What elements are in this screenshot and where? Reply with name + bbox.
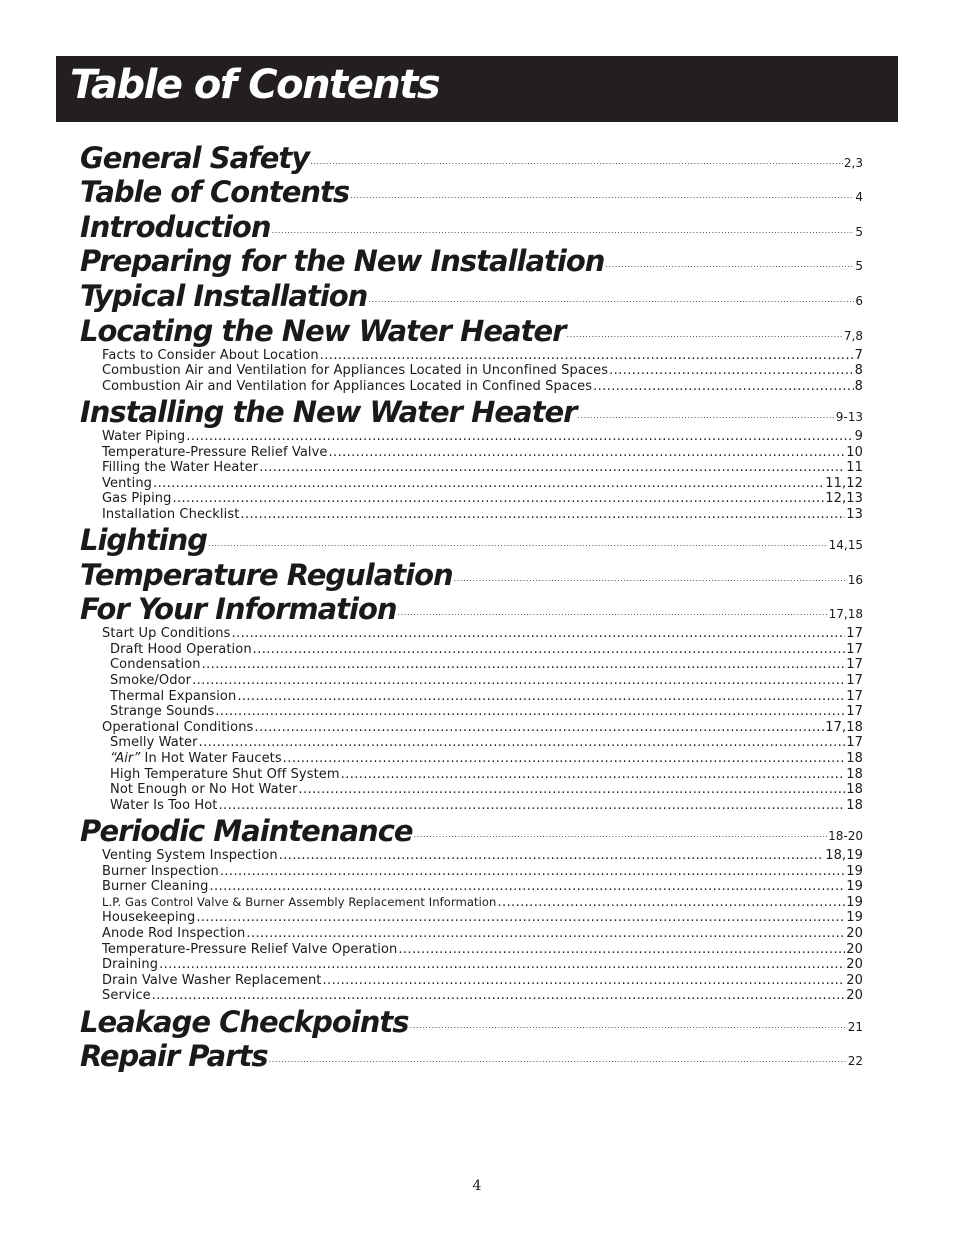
toc-entry-locating[interactable]	[80, 313, 863, 348]
toc-entry-table-of-contents[interactable]	[80, 175, 863, 210]
dot-leader	[240, 507, 845, 523]
toc-page: 7	[854, 347, 863, 363]
toc-subtitle: High Temperature Shut Off System	[110, 766, 340, 782]
toc-subtitle-emphasis: “Air”	[110, 751, 141, 767]
toc-subentry[interactable]	[80, 476, 863, 492]
dot-leader	[186, 429, 853, 445]
toc-page: 20	[846, 972, 863, 988]
dot-leader	[209, 879, 845, 895]
toc-subtitle: Strange Sounds	[110, 704, 215, 720]
dot-leader	[253, 642, 846, 658]
toc-subentry[interactable]	[80, 751, 863, 767]
toc-page: 20	[846, 925, 863, 941]
toc-page: 20	[846, 941, 863, 957]
dot-leader	[497, 895, 845, 911]
toc-title: Typical Installation	[80, 278, 368, 313]
dot-leader	[269, 1054, 847, 1066]
dot-leader	[279, 848, 825, 864]
toc-subentry[interactable]	[80, 910, 863, 926]
toc-entry-typical-installation[interactable]	[80, 278, 863, 313]
toc-title: General Safety	[80, 140, 310, 175]
toc-page: 8	[854, 378, 863, 394]
toc-subtitle: Smoke/Odor	[110, 673, 192, 689]
toc-subentry[interactable]	[80, 879, 863, 895]
dot-leader	[341, 767, 846, 783]
toc-subentry[interactable]	[80, 429, 863, 445]
toc-page: 12,13	[825, 491, 863, 507]
dot-leader	[283, 751, 846, 767]
dot-leader	[310, 156, 843, 168]
toc-page: 19	[846, 910, 863, 926]
dot-leader	[246, 926, 845, 942]
toc-page: 5	[855, 259, 863, 274]
toc-page: 18	[846, 797, 863, 813]
toc-subentry[interactable]	[80, 973, 863, 989]
toc-subentry[interactable]	[80, 445, 863, 461]
toc-entry-repair-parts[interactable]	[80, 1039, 863, 1074]
dot-leader	[398, 942, 845, 958]
page-number: 4	[472, 1178, 482, 1194]
toc-page: 4	[855, 190, 863, 205]
dot-leader	[192, 673, 845, 689]
toc-page: 18,19	[825, 848, 863, 863]
dot-leader	[350, 190, 854, 202]
toc-subtitle: Condensation	[110, 657, 201, 673]
toc-page: 17,18	[825, 719, 863, 735]
toc-page: 13	[846, 506, 863, 522]
toc-subtitle: Filling the Water Heater	[102, 460, 259, 476]
toc-page: 19	[846, 879, 863, 895]
toc-title: Preparing for the New Installation	[80, 244, 605, 279]
toc-subtitle: Temperature-Pressure Relief Valve Operation	[102, 941, 398, 957]
dot-leader	[410, 1020, 847, 1032]
toc-entry-introduction[interactable]	[80, 209, 863, 244]
dot-leader	[232, 626, 846, 642]
dot-leader	[219, 798, 846, 814]
toc-page: 21	[847, 1019, 863, 1034]
toc-subentry[interactable]	[80, 348, 863, 364]
dot-leader	[254, 720, 824, 736]
toc-title: Table of Contents	[80, 175, 350, 210]
toc-subtitle: Drain Valve Washer Replacement	[102, 972, 322, 988]
dot-leader	[368, 294, 854, 306]
dot-leader	[414, 829, 828, 841]
toc-subtitle: Water Piping	[102, 428, 186, 444]
dot-leader	[208, 538, 828, 550]
toc-page: 18	[846, 766, 863, 782]
toc-subtitle: Smelly Water	[110, 735, 198, 751]
toc-entry-temperature-regulation[interactable]	[80, 557, 863, 592]
toc-subtitle: Service	[102, 988, 151, 1004]
toc-page: 11,12	[825, 475, 863, 491]
toc-page: 22	[847, 1054, 863, 1069]
toc-page: 16	[847, 572, 863, 587]
toc-page: 7,8	[843, 328, 863, 343]
dot-leader	[298, 782, 845, 798]
toc-subentry[interactable]	[80, 957, 863, 973]
dot-leader	[577, 410, 834, 422]
toc-page: 17	[846, 688, 863, 704]
toc-subtitle: Water Is Too Hot	[110, 797, 218, 813]
toc-page: 17	[846, 673, 863, 689]
toc-subtitle: Venting System Inspection	[102, 848, 278, 863]
toc-subentry[interactable]	[80, 848, 863, 864]
toc-page: 20	[846, 988, 863, 1004]
toc-page: 18	[846, 782, 863, 798]
toc-page: 18-20	[828, 829, 863, 843]
toc-title: Installing the New Water Heater	[80, 394, 577, 429]
toc-subtitle: Housekeeping	[102, 910, 196, 926]
toc-title: Leakage Checkpoints	[80, 1004, 409, 1039]
toc-subentry[interactable]	[80, 782, 863, 798]
dot-leader	[593, 379, 854, 395]
toc-page: 19	[846, 863, 863, 879]
dot-leader	[272, 225, 855, 237]
toc-entry-installing[interactable]	[80, 394, 863, 429]
dot-leader	[196, 910, 845, 926]
dot-leader	[202, 657, 846, 673]
toc-subentry[interactable]	[80, 642, 863, 658]
toc-title: Locating the New Water Heater	[80, 313, 566, 348]
toc-title: Periodic Maintenance	[80, 814, 413, 848]
toc-page: 10	[846, 444, 863, 460]
toc-subentry[interactable]	[80, 704, 863, 720]
toc-page: 9-13	[835, 409, 863, 424]
toc-page: 18	[846, 751, 863, 767]
toc-page: 11	[846, 460, 863, 476]
dot-leader	[259, 460, 845, 476]
toc-subtitle: Temperature-Pressure Relief Valve	[102, 444, 328, 460]
dot-leader	[323, 973, 846, 989]
toc-subentry[interactable]	[80, 988, 863, 1004]
toc-subtitle: Installation Checklist	[102, 506, 240, 522]
toc-entry-leakage-checkpoints[interactable]	[80, 1004, 863, 1039]
toc-subentry[interactable]	[80, 720, 863, 736]
toc-entry-for-your-information[interactable]	[80, 592, 863, 627]
page-title: Table of Contents	[70, 62, 440, 108]
dot-leader	[605, 259, 854, 271]
toc-subtitle	[80, 751, 282, 767]
toc-title: Repair Parts	[80, 1039, 268, 1074]
dot-leader	[566, 329, 842, 341]
dot-leader	[199, 735, 846, 751]
toc-subentry[interactable]	[80, 864, 863, 880]
toc-title: Introduction	[80, 209, 271, 244]
toc-subtitle: Operational Conditions	[102, 719, 254, 735]
toc-page: 9	[854, 428, 863, 444]
toc-page: 20	[846, 957, 863, 973]
toc-page: 6	[855, 293, 863, 308]
toc-title: Lighting	[80, 523, 208, 558]
toc-subentry[interactable]	[80, 926, 863, 942]
toc-subtitle: Burner Inspection	[102, 863, 219, 879]
toc-subentry[interactable]	[80, 507, 863, 523]
toc-subtitle: Gas Piping	[102, 491, 172, 507]
toc-subentry[interactable]	[80, 767, 863, 783]
toc-subtitle: Draft Hood Operation	[110, 641, 252, 657]
toc-page: 17	[846, 735, 863, 751]
toc-subentry[interactable]	[80, 626, 863, 642]
dot-leader	[220, 864, 845, 880]
toc-subentry[interactable]	[80, 491, 863, 507]
toc-subtitle: Facts to Consider About Location	[102, 347, 319, 363]
toc-entry-lighting[interactable]	[80, 523, 863, 558]
toc-entry-periodic-maintenance[interactable]	[80, 813, 863, 848]
dot-leader	[159, 957, 845, 973]
toc-subtitle: Not Enough or No Hot Water	[110, 782, 298, 798]
toc-subtitle: Combustion Air and Ventilation for Appliances Located in Unconfined Spaces	[102, 363, 609, 379]
toc-subentry[interactable]	[80, 673, 863, 689]
toc-page: 17	[846, 641, 863, 657]
toc-entry-general-safety[interactable]	[80, 140, 863, 175]
toc-subtitle: Anode Rod Inspection	[102, 925, 246, 941]
toc-page: 14,15	[828, 538, 863, 553]
dot-leader	[320, 348, 854, 364]
toc-subtitle: Start Up Conditions	[102, 626, 231, 642]
toc-subentry[interactable]	[80, 379, 863, 395]
toc-subentry[interactable]	[80, 735, 863, 751]
toc-subtitle: Combustion Air and Ventilation for Appliances Located in Confined Spaces	[102, 378, 593, 394]
toc-subentry[interactable]	[80, 363, 863, 379]
toc-page: 2,3	[843, 155, 863, 170]
dot-leader	[237, 689, 845, 705]
toc-subentry[interactable]	[80, 657, 863, 673]
toc-subentry[interactable]	[80, 798, 863, 814]
dot-leader	[609, 363, 853, 379]
dot-leader	[152, 988, 846, 1004]
toc-subtitle: L.P. Gas Control Valve & Burner Assembly Replacement Information	[102, 894, 497, 909]
toc-subtitle: Burner Cleaning	[102, 879, 209, 895]
toc-subtitle: Thermal Expansion	[110, 688, 237, 704]
toc-page: 8	[854, 363, 863, 379]
toc-subentry[interactable]	[80, 895, 863, 911]
toc-subentry[interactable]	[80, 942, 863, 958]
table-of-contents	[80, 140, 863, 1073]
toc-page: 17	[846, 657, 863, 673]
toc-subtitle: Venting	[102, 475, 153, 491]
dot-leader	[172, 491, 824, 507]
toc-page: 5	[855, 224, 863, 239]
dot-leader	[329, 445, 846, 461]
toc-title: For Your Information	[80, 592, 397, 627]
toc-subentry[interactable]	[80, 689, 863, 705]
toc-title: Temperature Regulation	[80, 557, 453, 592]
dot-leader	[215, 704, 845, 720]
toc-entry-preparing[interactable]	[80, 244, 863, 279]
toc-page: 17,18	[828, 607, 863, 622]
toc-subentry[interactable]	[80, 460, 863, 476]
toc-subtitle-rest: In Hot Water Faucets	[140, 751, 282, 767]
dot-leader	[153, 476, 824, 492]
header-bar	[56, 56, 898, 122]
toc-page: 19	[846, 894, 863, 910]
dot-leader	[454, 573, 847, 585]
dot-leader	[398, 607, 828, 619]
toc-subtitle: Draining	[102, 957, 159, 973]
toc-page: 17	[846, 626, 863, 642]
toc-page: 17	[846, 704, 863, 720]
